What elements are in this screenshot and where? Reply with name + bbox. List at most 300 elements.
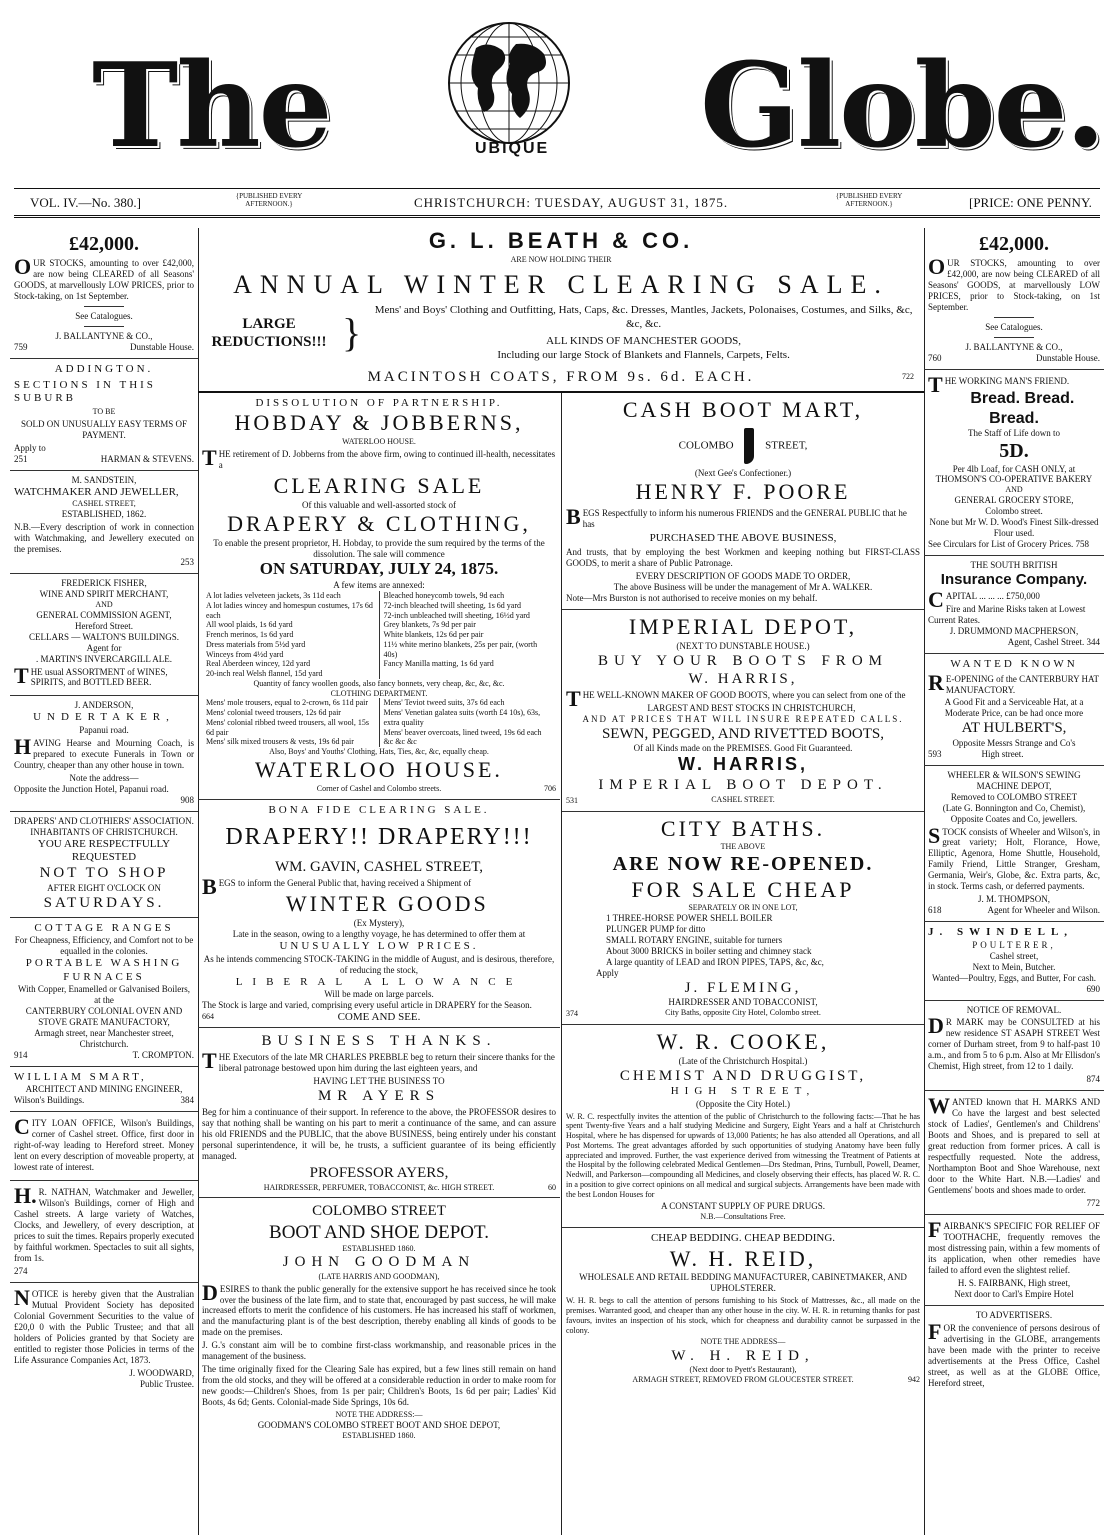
list-item: Mens' mole trousers, equal to 2-crown, 6s 11d pair bbox=[206, 698, 368, 708]
ad-body: W. H. R. begs to call the attention of persons furnishing to his Stock of Mattresses, &c., all made on the premises. Warranted good, and cheaper than any other house in the city. W. H. R. in returning thanks for past favours, invites an inspection of his stock, which for cheapness and durability cannot be surpassed in the colony. bbox=[566, 1296, 920, 1335]
ad-text: Agent, Cashel Street. bbox=[1007, 637, 1085, 648]
masthead bbox=[0, 0, 1114, 196]
ad-text: HENRY F. POORE bbox=[635, 478, 851, 504]
ad-heading: G. L. BEATH & CO. bbox=[428, 228, 694, 253]
volume-number: VOL. IV.—No. 380.] bbox=[30, 195, 141, 210]
thomson-bakery-ad bbox=[924, 370, 1104, 556]
ad-text: PURCHASED THE ABOVE BUSINESS, bbox=[649, 531, 837, 544]
ad-text: WINE AND SPIRIT MERCHANT, bbox=[39, 588, 169, 599]
ad-text: LIBERAL ALLOWANCE bbox=[235, 975, 523, 988]
dateline bbox=[14, 188, 1100, 218]
ad-text: ARE NOW RE-OPENED. bbox=[612, 853, 874, 876]
ad-text: ON SATURDAY, JULY 24, 1875. bbox=[259, 559, 499, 579]
list-item: About 3000 BRICKS in boiler setting and chimney stack bbox=[606, 946, 812, 957]
ad-address: CASHEL STREET. bbox=[711, 794, 775, 804]
ad-text: ARCHITECT AND MINING ENGINEER, bbox=[25, 1084, 183, 1095]
ad-number: 760 bbox=[928, 353, 942, 364]
ad-text: CELLARS — WALTON'S BUILDINGS. bbox=[29, 631, 179, 642]
ad-body: W. R. C. respectfully invites the attention of the public of Christchurch to the following facts:—That he has spent Twenty-five Years and a half studying Medicine and Surgery, Eight Years and a half at Christchurch Hospital, where he has dispensed for upwards of 13,000 Patients; he has also attended all Operations, and all Post Mortems. The great advantages afforded by such opportunities of studying Anatomy have been fully appreciated and improved. Further, the vast experience derived from witnessing the Treatment of Patients at the Hospital by the following celebrated Medical Gentlemen—Drs Stedman, Prins, Turnbull, Powell, Deamer, Nedwill, and Parkerson—compounding all Medicines, and closely observing their effects, has placed W. R. C. in a position to give correct opinions on all medical and surgical subjects. Arrangements have been made with the best London Houses for bbox=[566, 1111, 920, 1199]
goodman-ad bbox=[198, 1198, 560, 1445]
cooke-ad bbox=[562, 1025, 924, 1228]
ad-text: HIGH STREET, bbox=[670, 1085, 816, 1098]
ad-heading: CASH BOOT MART, bbox=[622, 397, 864, 422]
ad-firm: W. HARRIS, bbox=[677, 754, 808, 775]
ad-text: A few items are annexed: bbox=[333, 580, 425, 591]
list-item: All wool plaids, 1s 6d yard bbox=[206, 620, 293, 630]
ad-text: (Late of the Christchurch Hospital.) bbox=[678, 1056, 808, 1067]
ad-text: WINTER GOODS bbox=[285, 891, 489, 917]
ad-note: See Catalogues. bbox=[985, 322, 1043, 333]
ad-text: Colombo street. bbox=[985, 506, 1043, 517]
ad-number: 253 bbox=[180, 557, 194, 568]
reid-ad bbox=[562, 1228, 924, 1390]
ballantyne-ad bbox=[924, 228, 1104, 370]
ad-heading: J. SWINDELL, bbox=[928, 926, 1074, 939]
ad-address: Dunstable House. bbox=[130, 342, 194, 353]
ad-heading: WILLIAM SMART, bbox=[14, 1070, 147, 1083]
list-item: A lot ladies velveteen jackets, 3s 11d each bbox=[206, 591, 341, 601]
list-item: Mens' beaver overcoats, lined tweed, 19s 6d each bbox=[383, 727, 542, 737]
ad-text: . MARTIN'S INVERCARGILL ALE. bbox=[36, 653, 172, 664]
ad-text: THOMSON'S CO-OPERATIVE BAKERY bbox=[935, 474, 1093, 485]
ad-firm: W. H. REID, bbox=[669, 1245, 817, 1271]
ad-text: Wanted—Poultry, Eggs, and Butter, For cash. bbox=[931, 972, 1097, 983]
list-item: Bleached honeycomb towels, 9d each bbox=[383, 591, 505, 601]
ad-body: OUR STOCKS, amounting to over £42,000, are now being CLEARED of all Seasons' GOODS, at marvellously LOW PRICES, prior to Stock-taking, on 1st September. bbox=[928, 254, 1100, 313]
ad-text: JOHN GOODMAN bbox=[282, 1254, 476, 1271]
ad-heading: M. SANDSTEIN, bbox=[71, 475, 137, 486]
ad-text: CLEARING SALE bbox=[273, 472, 485, 498]
list-item: A lot ladies wincey and homespun costumes, 17s 6d each bbox=[206, 600, 373, 620]
ad-body: THE usual ASSORTMENT of WINES, SPIRITS, and BOTTLED BEER. bbox=[14, 662, 168, 688]
ad-text: EVERY DESCRIPTION OF GOODS MADE TO ORDER, bbox=[635, 570, 851, 581]
ad-text: The above Business will be under the management of Mr A. WALKER. bbox=[613, 581, 873, 592]
ad-text: (Next Gee's Confectioner.) bbox=[694, 467, 792, 478]
ad-text: POULTERER, bbox=[972, 939, 1056, 950]
ad-number: 914 bbox=[14, 1049, 28, 1060]
ad-text: Opposite Messrs Strange and Co's bbox=[952, 737, 1076, 748]
ad-heading: DISSOLUTION OF PARTNERSHIP. bbox=[255, 397, 503, 409]
ad-text: Opposite Coates and Co, jewellers. bbox=[950, 813, 1078, 824]
ad-text: FOR SALE CHEAP bbox=[631, 876, 855, 902]
ad-text: DRAPERY!! DRAPERY!!! bbox=[225, 823, 533, 850]
ad-text: WHOLESALE AND RETAIL BEDDING MANUFACTURER, CABINETMAKER, AND UPHOLSTERER. bbox=[579, 1272, 907, 1294]
business-thanks-ad bbox=[198, 1028, 560, 1198]
ad-text: Mens' and Boys' Clothing and Outfitting, Hats, Caps, &c. Dresses, Mantles, Jackets, Polonaises, Costumes, and Silks, &c, &c, &c. bbox=[374, 304, 913, 330]
boot-icon bbox=[744, 428, 754, 464]
ad-text: WATERLOO HOUSE. bbox=[342, 437, 416, 447]
ad-body: DESIRES to thank the public generally for the extensive support he has received since he took over the business of the late firm, and to state that, encouraged by past success, he will make increased efforts to merit the confidence of his customers. He has increased his staff of workmen, and the manufacturing plant is of the best description, thereby enabling all kinds of goods to be made on the premises. bbox=[202, 1279, 556, 1338]
list-item: Mens' Venetian galatea suits (worth £4 10s), 63s, extra quality bbox=[383, 708, 541, 727]
to-advertisers-ad bbox=[924, 1306, 1104, 1396]
ad-text: COME AND SEE. bbox=[337, 1010, 421, 1023]
ad-text: AT HULBERT'S, bbox=[961, 720, 1067, 737]
ad-firm: W. H. REID, bbox=[671, 1348, 815, 1365]
ad-text: UNUSUALLY LOW PRICES. bbox=[279, 940, 479, 953]
ad-text: Public Trustee. bbox=[139, 1378, 194, 1389]
ad-text: STREET, bbox=[765, 439, 808, 452]
ad-number: 274 bbox=[14, 1265, 28, 1276]
ad-text: PROFESSOR AYERS, bbox=[309, 1165, 449, 1182]
ad-text: 5D. bbox=[999, 440, 1029, 463]
ad-text: PORTABLE WASHING FURNACES bbox=[25, 957, 183, 983]
ad-text: IMPERIAL BOOT DEPOT. bbox=[598, 777, 888, 794]
ad-text: AND bbox=[1005, 485, 1023, 495]
ad-firm: J. M. THOMPSON, bbox=[977, 894, 1051, 905]
nathan-ad bbox=[10, 1181, 198, 1283]
ad-text: HAVING LET THE BUSINESS TO bbox=[313, 1076, 445, 1087]
ad-text: Also, Boys' and Youths' Clothing, Hats, Ties, &c, &c, equally cheap. bbox=[269, 747, 489, 757]
ad-text: A CONSTANT SUPPLY OF PURE DRUGS. bbox=[661, 1201, 825, 1212]
ad-heading: FREDERICK FISHER, bbox=[61, 577, 147, 588]
ad-text: INHABITANTS OF CHRISTCHURCH. bbox=[30, 826, 178, 837]
ad-text: (Late G. Bonnington and Co, Chemist), bbox=[942, 802, 1086, 813]
ad-text: CHEMIST AND DRUGGIST, bbox=[619, 1067, 867, 1084]
ad-firm: H. S. FAIRBANK, High street, bbox=[957, 1277, 1071, 1288]
ad-heading: DRAPERS' AND CLOTHIERS' ASSOCIATION. bbox=[14, 815, 194, 826]
beath-ad: G. L. BEATH & CO. ARE NOW HOLDING THEIR ANNUAL WINTER CLEARING SALE. LARGE REDUCTIONS!!! } Mens' and Boys' Clothing and Outfitting, Hats, Caps, &c. Dresses, Mantles, Jackets, Polonaises, Costumes, and Silks, &c, &c, &c. ALL KINDS OF MANCHESTER GOODS, Including our large Stock of Blankets and Flannels, Carpets, Felts. MACINTOSH COATS, FROM 9s. 6d. EACH. 722 bbox=[198, 228, 924, 393]
list-item: Mens' colonial tweed trousers, 12s 6d pair bbox=[206, 708, 341, 718]
ad-text: BUY YOUR BOOTS FROM bbox=[597, 652, 888, 669]
ad-body: BEGS Respectfully to inform his numerous FRIENDS and the GENERAL PUBLIC that he has bbox=[566, 503, 907, 529]
ad-text: AFTER EIGHT O'CLOCK ON bbox=[47, 882, 161, 893]
ad-heading: ANNUAL WINTER CLEARING SALE. bbox=[233, 269, 889, 299]
ad-text: NOT TO SHOP bbox=[39, 865, 169, 882]
ad-number: 772 bbox=[1086, 1198, 1100, 1208]
ad-text: MACINTOSH COATS, FROM 9s. 6d. EACH. bbox=[367, 368, 755, 385]
list-item: French merinos, 1s 6d yard bbox=[206, 630, 294, 640]
ad-note: See Catalogues. bbox=[75, 311, 133, 322]
ad-body: SECTIONS IN THIS SUBURB bbox=[14, 378, 156, 404]
ad-text: Per 4lb Loaf, for CASH ONLY, at bbox=[952, 463, 1076, 474]
ad-heading: J. ANDERSON, bbox=[74, 700, 134, 711]
ad-firm: HARMAN & STEVENS. bbox=[100, 454, 194, 465]
list-item: SMALL ROTARY ENGINE, suitable for turners bbox=[606, 935, 783, 946]
ad-text: (LATE HARRIS AND GOODMAN), bbox=[318, 1271, 440, 1281]
ad-text: Removed to COLOMBO STREET bbox=[950, 791, 1078, 802]
ad-firm: WM. GAVIN, CASHEL STREET, bbox=[274, 859, 484, 876]
ad-text: For Cheapness, Efficiency, and Comfort not to be equalled in the colonies. bbox=[14, 935, 194, 957]
ad-address: Corner of Cashel and Colombo streets. bbox=[316, 783, 442, 793]
ad-heading: W. R. COOKE, bbox=[656, 1029, 830, 1055]
ad-body: N.B.—Every description of work in connection with Watchmaking, and Jewellery executed on the premises. bbox=[14, 522, 194, 555]
ad-text: SATURDAYS. bbox=[43, 894, 165, 911]
ad-body: STOCK consists of Wheeler and Wilson's, in great variety; Holt, Florance, Howe, Elliptic, Agenora, Home Shuttle, Household, Family Friend, Little Stranger, Gresham, Germania, Weir's, Globe, &c. Extra parts, &c, in stock. Terms cash, or deferred payments. bbox=[928, 822, 1100, 892]
list-item: Mens' Teviot tweed suits, 37s 6d each bbox=[383, 698, 505, 708]
ad-text: WATERLOO HOUSE. bbox=[255, 756, 503, 782]
ad-number: 706 bbox=[544, 783, 556, 793]
addington-ad bbox=[10, 359, 198, 471]
ad-heading: BONA FIDE CLEARING SALE. bbox=[268, 803, 490, 816]
ad-address: City Baths, opposite City Hotel, Colombo street. bbox=[665, 1008, 821, 1018]
list-item: 20-inch real Welsh flannel, 15d yard bbox=[206, 669, 323, 679]
masthead-motto: UBIQUE bbox=[475, 140, 550, 157]
ad-body: Beg for him a continuance of their support. In reference to the above, the PROFESSOR desires to say that nothing shall be wanting on his part to merit a continuance of the same, and can assure his old FRIENDS and the PUBLIC, that the above BUSINESS, being entirely under his constant personal superintendence, it will be, he trusts, a sufficient guarantee of its being efficiently managed. bbox=[202, 1107, 556, 1162]
ad-text: Note—Mrs Burston is not authorised to receive monies on my behalf. bbox=[566, 592, 818, 603]
ad-number: 60 bbox=[548, 1182, 556, 1192]
list-item: Winceys from 4½d yard bbox=[206, 649, 284, 659]
ad-heading: TO ADVERTISERS. bbox=[975, 1309, 1053, 1320]
globe-icon bbox=[446, 20, 572, 146]
ad-text: With Copper, Enamelled or Galvanised Boilers, at the bbox=[18, 984, 190, 1006]
ad-text: Bread. Bread. Bread. bbox=[970, 390, 1075, 427]
ad-body: THE WORKING MAN'S FRIEND. bbox=[928, 372, 1070, 398]
ad-text: NOTE THE ADDRESS— bbox=[700, 1337, 786, 1347]
ad-number: 531 bbox=[566, 795, 578, 805]
ad-text: Insurance Company. bbox=[940, 571, 1088, 588]
ad-body: NOTICE is hereby given that the Australian Mutual Provident Society has deposited Colonial Government Securities to the value of £20,0 0 with the Public Trustee; and that all holders of Policies granted by that Society are entitled to register those Policies in terms of the Life Assurance Companies Act, 1873. bbox=[14, 1284, 194, 1365]
ad-text: Armagh street, near Manchester street, Christchurch. bbox=[34, 1027, 174, 1049]
ad-text: ESTABLISHED 1860. bbox=[342, 1430, 416, 1440]
swindell-ad bbox=[924, 922, 1104, 1000]
ad-heading: THE SOUTH BRITISH bbox=[970, 560, 1058, 571]
ad-body: OUR STOCKS, amounting to over £42,000, are now being CLEARED of all Seasons' GOODS, at marvellously LOW PRICES, prior to Stock-taking, on 1st September. bbox=[14, 254, 194, 302]
ad-number: 942 bbox=[908, 1375, 920, 1385]
ad-text: Agent for bbox=[86, 642, 122, 653]
ad-heading: CITY BATHS. bbox=[660, 815, 826, 841]
column-1 bbox=[10, 228, 198, 1535]
ad-text: CLOTHING DEPARTMENT. bbox=[330, 688, 428, 698]
crompton-ad bbox=[10, 918, 198, 1067]
ad-firm: J. FLEMING, bbox=[684, 979, 802, 996]
ad-text: Of this valuable and well-assorted stock of bbox=[302, 499, 456, 510]
ad-text: WATCHMAKER AND JEWELLER, bbox=[14, 485, 179, 498]
ad-address: High street. bbox=[981, 748, 1024, 759]
ad-text: COLOMBO bbox=[678, 439, 734, 452]
column-2 bbox=[198, 393, 560, 1535]
ad-text: DRAPERY & CLOTHING, bbox=[227, 510, 531, 536]
ad-text: Late in the season, owing to a lengthy voyage, he has determined to offer them at bbox=[232, 929, 526, 940]
south-british-ad bbox=[924, 556, 1104, 654]
ad-body: WANTED known that H. MARKS AND Co have the largest and best selected stock of Ladies', Gentlemen's and Childrens' Boots and Shoes, and is prepared to sell at great reduction from former prices. A call is respectfully requested. Note the address, Northampton Boot and Shoe Warehouse, next door to the White Hart. N.B.—Ladies' and Gentlemens' boots and shoes made to order. bbox=[928, 1093, 1100, 1196]
place-and-date: CHRISTCHURCH: TUESDAY, AUGUST 31, 1875. bbox=[414, 195, 729, 210]
ad-body: H.R. NATHAN, Watchmaker and Jeweller, Wilson's Buildings, corner of High and Cashel streets. A large variety of Watches, Clocks, and Jewellery, of every description, at prices to suit the times. Repairs properly executed by faithful workmen. Spectacles to suit all sights, from 1s. bbox=[14, 1183, 194, 1263]
ad-address: ARMAGH STREET, REMOVED FROM GLOUCESTER STREET. bbox=[632, 1375, 854, 1385]
list-item: 72-inch unbleached twill sheeting, 16½d yard bbox=[383, 610, 530, 620]
ad-firm: J. WOODWARD, bbox=[129, 1367, 194, 1378]
masthead-title-right: Globe. bbox=[700, 38, 1104, 174]
ad-text: CANTERBURY COLONIAL OVEN AND STOVE GRATE MANUFACTORY, bbox=[25, 1006, 183, 1027]
ad-text: THE ABOVE bbox=[720, 842, 766, 852]
list-item: Mens' silk mixed trousers & vests, 19s 6d pair bbox=[206, 737, 354, 747]
ad-heading: WANTED KNOWN bbox=[950, 658, 1078, 671]
drapers-association-ad bbox=[10, 812, 198, 918]
middle-section bbox=[198, 228, 924, 1535]
ad-address: Dunstable House. bbox=[1036, 353, 1100, 364]
ad-number: 344 bbox=[1086, 637, 1100, 648]
ad-text: (Ex Mystery), bbox=[353, 918, 405, 929]
ad-text: ESTABLISHED 1860. bbox=[342, 1243, 416, 1253]
ad-number: 374 bbox=[566, 1009, 578, 1019]
column-3 bbox=[562, 393, 924, 1535]
ad-heading: £42,000. bbox=[69, 233, 139, 255]
publication-note-left: {PUBLISHED EVERY AFTERNOON.} bbox=[235, 192, 303, 208]
ad-number: 758 bbox=[1075, 539, 1089, 550]
list-item: PLUNGER PUMP for ditto bbox=[606, 924, 706, 935]
ad-body: THE WELL-KNOWN MAKER OF GOOD BOOTS, where you can select from one of the bbox=[566, 686, 906, 712]
ad-text: LARGE REDUCTIONS!!! bbox=[211, 315, 327, 351]
ad-text: (NEXT TO DUNSTABLE HOUSE.) bbox=[676, 640, 810, 651]
ad-number: 664 bbox=[202, 1011, 214, 1021]
amp-society-ad bbox=[10, 1283, 198, 1395]
ad-number: 690 bbox=[1086, 983, 1100, 994]
ad-text: NOTE THE ADDRESS:— bbox=[335, 1410, 423, 1420]
ad-heading: WHEELER & WILSON'S SEWING MACHINE DEPOT, bbox=[947, 769, 1081, 791]
ad-text: GENERAL COMMISSION AGENT, bbox=[36, 609, 172, 620]
ad-text: LARGEST AND BEST STOCKS IN CHRISTCHURCH, bbox=[647, 703, 856, 714]
ad-body: THE retirement of D. Jobberns from the above firm, owing to continued ill-health, necessitates a bbox=[202, 444, 556, 470]
city-loan-ad bbox=[10, 1112, 198, 1181]
ad-text: CAPITAL ... ... ... £750,000 bbox=[928, 587, 1040, 613]
sandstein-ad bbox=[10, 471, 198, 574]
ad-heading: COLOMBO STREET bbox=[312, 1203, 446, 1220]
ad-text: Apply to bbox=[14, 443, 46, 454]
city-baths-ad bbox=[562, 812, 924, 1026]
ad-text: SOLD ON UNUSUALLY EASY TERMS OF PAYMENT. bbox=[20, 419, 188, 441]
ad-body: The time originally fixed for the Clearing Sale has expired, but a few lines still remain on hand from the old stocks, and they will be offered at a considerable reduction in order to make room for new goods:—Children's Shoes, from 1s per pair; Children's Boots, 1s 6d per pair; Ladies' Kid Boots, 4s 6d; Gents. Colonial-made Side Springs, 10s 6d. bbox=[202, 1364, 556, 1408]
ad-heading: BOOT AND SHOE DEPOT. bbox=[269, 1221, 489, 1243]
ad-text: To enable the present proprietor, H. Hobday, to provide the sum required by the terms of the dissolution. The sale will commence bbox=[213, 537, 545, 559]
ad-text: TO BE bbox=[92, 407, 116, 417]
ad-text: (Opposite the City Hotel.) bbox=[696, 1098, 790, 1109]
ad-firm: J. BALLANTYNE & CO., bbox=[55, 331, 153, 342]
ad-number: 759 bbox=[14, 342, 28, 353]
cash-boot-mart-ad bbox=[562, 393, 924, 610]
ad-text: The Staff of Life down to bbox=[967, 428, 1061, 439]
wheeler-wilson-ad bbox=[924, 766, 1104, 923]
ad-body: FOR the convenience of persons desirous of advertising in the GLOBE, arrangements have been made with the printer to receive advertisements at the Press Office, Cashel street, as well as at the GLOBE Office, Hereford street, bbox=[928, 1318, 1100, 1388]
ad-text: N.B.—Consultations Free. bbox=[700, 1212, 786, 1222]
ad-number: 593 bbox=[928, 748, 942, 759]
ad-address: GOODMAN'S COLOMBO STREET BOOT AND SHOE DEPOT, bbox=[257, 1419, 501, 1430]
ad-firm: T. CROMPTON. bbox=[132, 1049, 194, 1060]
ad-text: Apply bbox=[596, 967, 619, 978]
ad-text: Papanui road. bbox=[79, 724, 129, 735]
ad-text: AND bbox=[95, 599, 113, 609]
ad-firm: J. BALLANTYNE & CO., bbox=[965, 342, 1063, 353]
harris-ad bbox=[562, 610, 924, 812]
ad-text: MR AYERS bbox=[317, 1088, 441, 1105]
ad-text: Cashel street, bbox=[989, 950, 1039, 961]
ad-body: RE-OPENING of the CANTERBURY HAT MANUFACTORY. bbox=[928, 669, 1099, 695]
ad-text: (Next door to Pyett's Restaurant), bbox=[689, 1365, 797, 1375]
ad-number: 251 bbox=[14, 454, 28, 465]
ad-body: BEGS to inform the General Public that, having received a Shipment of bbox=[202, 874, 472, 900]
list-item: &c &c &c bbox=[383, 737, 417, 747]
ad-text: HAIRDRESSER AND TOBACCONIST, bbox=[668, 997, 818, 1008]
ad-heading: CHEAP BEDDING. CHEAP BEDDING. bbox=[650, 1232, 836, 1245]
price: [PRICE: ONE PENNY. bbox=[969, 195, 1092, 210]
list-item: Grey blankets, 7s 9d per pair bbox=[383, 620, 476, 630]
ad-body: THE Executors of the late MR CHARLES PREBBLE beg to return their sincere thanks for the liberal patronage bestowed upon him during the last eighteen years, and bbox=[202, 1048, 555, 1074]
fairbank-ad bbox=[924, 1215, 1104, 1306]
ad-text: Agent for Wheeler and Wilson. bbox=[987, 905, 1100, 916]
ad-text: Of all Kinds made on the PREMISES. Good Fit Guaranteed. bbox=[633, 743, 853, 754]
ad-text: The Stock is large and varied, comprising every useful article in DRAPERY for the Season. bbox=[202, 999, 532, 1010]
ad-text: SEPARATELY OR IN ONE LOT, bbox=[688, 903, 798, 913]
ad-address: HAIRDRESSER, PERFUMER, TOBACCONIST, &c. HIGH STREET. bbox=[263, 1182, 495, 1192]
ad-firm: J. DRUMMOND MACPHERSON, bbox=[949, 626, 1079, 637]
ad-text: None but Mr W. D. Wood's Finest Silk-dressed Flour used. bbox=[929, 517, 1099, 539]
ballantyne-ad bbox=[10, 228, 198, 359]
ad-heading: IMPERIAL DEPOT, bbox=[628, 613, 858, 639]
ad-heading: NOTICE OF REMOVAL. bbox=[966, 1004, 1062, 1015]
ad-text: Hereford Street. bbox=[75, 620, 133, 631]
ad-text: As he intends commencing STOCK-TAKING in the middle of August, and is desirous, therefore, of reducing the stock, bbox=[203, 953, 555, 975]
ad-text: CASHEL STREET, bbox=[72, 499, 136, 509]
dr-mark-ad bbox=[924, 1001, 1104, 1092]
ad-text: Next to Mein, Butcher. bbox=[972, 961, 1056, 972]
ad-heading: HOBDAY & JOBBERNS, bbox=[234, 410, 524, 436]
ad-text: Will be made on large parcels. bbox=[324, 988, 434, 999]
fisher-ad bbox=[10, 574, 198, 696]
ad-text: W. HARRIS, bbox=[688, 670, 798, 687]
ad-heading: COTTAGE RANGES bbox=[34, 921, 174, 934]
ad-address: Wilson's Buildings. bbox=[14, 1095, 85, 1106]
ad-body: And trusts, that by employing the best Workmen and keeping nothing but FIRST-CLASS GOODS, to merit a share of Public Patronage. bbox=[566, 546, 920, 568]
ad-text: Note the address— bbox=[69, 772, 139, 783]
ad-body: DR MARK may be CONSULTED at his new residence ST ASAPH STREET West corner of Durham street, from 9 to half-past 10 a.m., and from 5 to 6 p.m. Also at Mr Ellisdon's Chemist, High street, from 12 to 1 daily. bbox=[928, 1013, 1100, 1072]
ad-text: See Circulars for List of Grocery Prices. bbox=[928, 539, 1074, 550]
masthead-title-left: The bbox=[92, 38, 331, 174]
ad-text: AND AT PRICES THAT WILL INSURE REPEATED CALLS. bbox=[582, 714, 904, 725]
list-item: A large quantity of LEAD and IRON PIPES, TAPS, &c, &c, bbox=[606, 957, 824, 968]
ad-address: Next door to Carl's Empire Hotel bbox=[954, 1288, 1074, 1299]
ad-heading: ADDINGTON. bbox=[54, 363, 154, 376]
list-item: Real Aberdeen wincey, 12d yard bbox=[206, 659, 311, 669]
ad-number: 618 bbox=[928, 905, 942, 916]
anderson-ad bbox=[10, 696, 198, 811]
hulbert-ad bbox=[924, 654, 1104, 766]
ad-text: ARE NOW HOLDING THEIR bbox=[510, 254, 612, 264]
ad-text: SEWN, PEGGED, AND RIVETTED BOOTS, bbox=[601, 726, 885, 743]
ad-text: UNDERTAKER, bbox=[33, 711, 175, 724]
ad-body: HAVING Hearse and Mourning Coach, is prepared to execute Funerals in Town or Country, cheaper than any other house in town. bbox=[14, 733, 194, 770]
ad-heading: £42,000. bbox=[979, 233, 1049, 255]
ad-body: Fire and Marine Risks taken at Lowest Current Rates. bbox=[928, 604, 1086, 626]
publication-note-right: {PUBLISHED EVERY AFTERNOON.} bbox=[835, 192, 903, 208]
smart-ad bbox=[10, 1067, 198, 1112]
ad-text: A Good Fit and a Serviceable Hat, at a Moderate Price, can be had once more bbox=[944, 697, 1084, 719]
ad-body: FAIRBANK'S SPECIFIC FOR RELIEF OF TOOTHACHE, frequently removes the most distressing pain, within a few moments of its application, when other remedies have failed to afford even the slightest relief. bbox=[928, 1216, 1100, 1275]
list-item: 72-inch bleached twill sheeting, 1s 6d yard bbox=[383, 600, 522, 610]
list-item: Dress materials from 5½d yard bbox=[206, 639, 306, 649]
ad-body: CITY LOAN OFFICE, Wilson's Buildings, corner of Cashel street. Office, first door in right-of-way leading to Hereford street. Money lent on every description of moveable property, at lowest rate of interest. bbox=[14, 1114, 194, 1173]
ad-number: 908 bbox=[180, 794, 194, 805]
list-item: White blankets, 12s 6d per pair bbox=[383, 630, 484, 640]
ad-number: 874 bbox=[1086, 1074, 1100, 1085]
ad-text: GENERAL GROCERY STORE, bbox=[954, 495, 1074, 506]
ad-text: YOU ARE RESPECTFULLY REQUESTED bbox=[37, 837, 171, 863]
marks-ad bbox=[924, 1091, 1104, 1215]
ad-number: 384 bbox=[180, 1095, 194, 1106]
gavin-ad bbox=[198, 800, 560, 1028]
hobday-jobberns-ad bbox=[198, 393, 560, 800]
ad-heading: BUSINESS THANKS. bbox=[261, 1032, 497, 1049]
list-item: 11½ white merino blankets, 25s per pair, (worth 40s) bbox=[383, 639, 538, 659]
list-item: 1 THREE-HORSE POWER SHELL BOILER bbox=[606, 913, 773, 924]
column-4 bbox=[924, 228, 1104, 1535]
ad-text: Quantity of fancy woollen goods, also fancy bonnets, very cheap, &c, &c, &c. bbox=[253, 678, 505, 688]
ad-number: 722 bbox=[902, 371, 914, 381]
list-item: Mens' colonial ribbed tweed trousers, all wool, 15s 6d pair bbox=[206, 717, 369, 737]
ad-address: Opposite the Junction Hotel, Papanui road. bbox=[14, 783, 169, 794]
ad-text: Including our large Stock of Blankets and Flannels, Carpets, Felts. bbox=[497, 348, 790, 361]
ad-text: ESTABLISHED, 1862. bbox=[61, 509, 147, 520]
list-item: Fancy Manilla matting, 1s 6d yard bbox=[383, 659, 494, 669]
ad-text: ALL KINDS OF MANCHESTER GOODS, bbox=[546, 335, 742, 348]
ad-body: J. G.'s constant aim will be to combine first-class workmanship, and reasonable prices in the management of the business. bbox=[202, 1340, 556, 1362]
